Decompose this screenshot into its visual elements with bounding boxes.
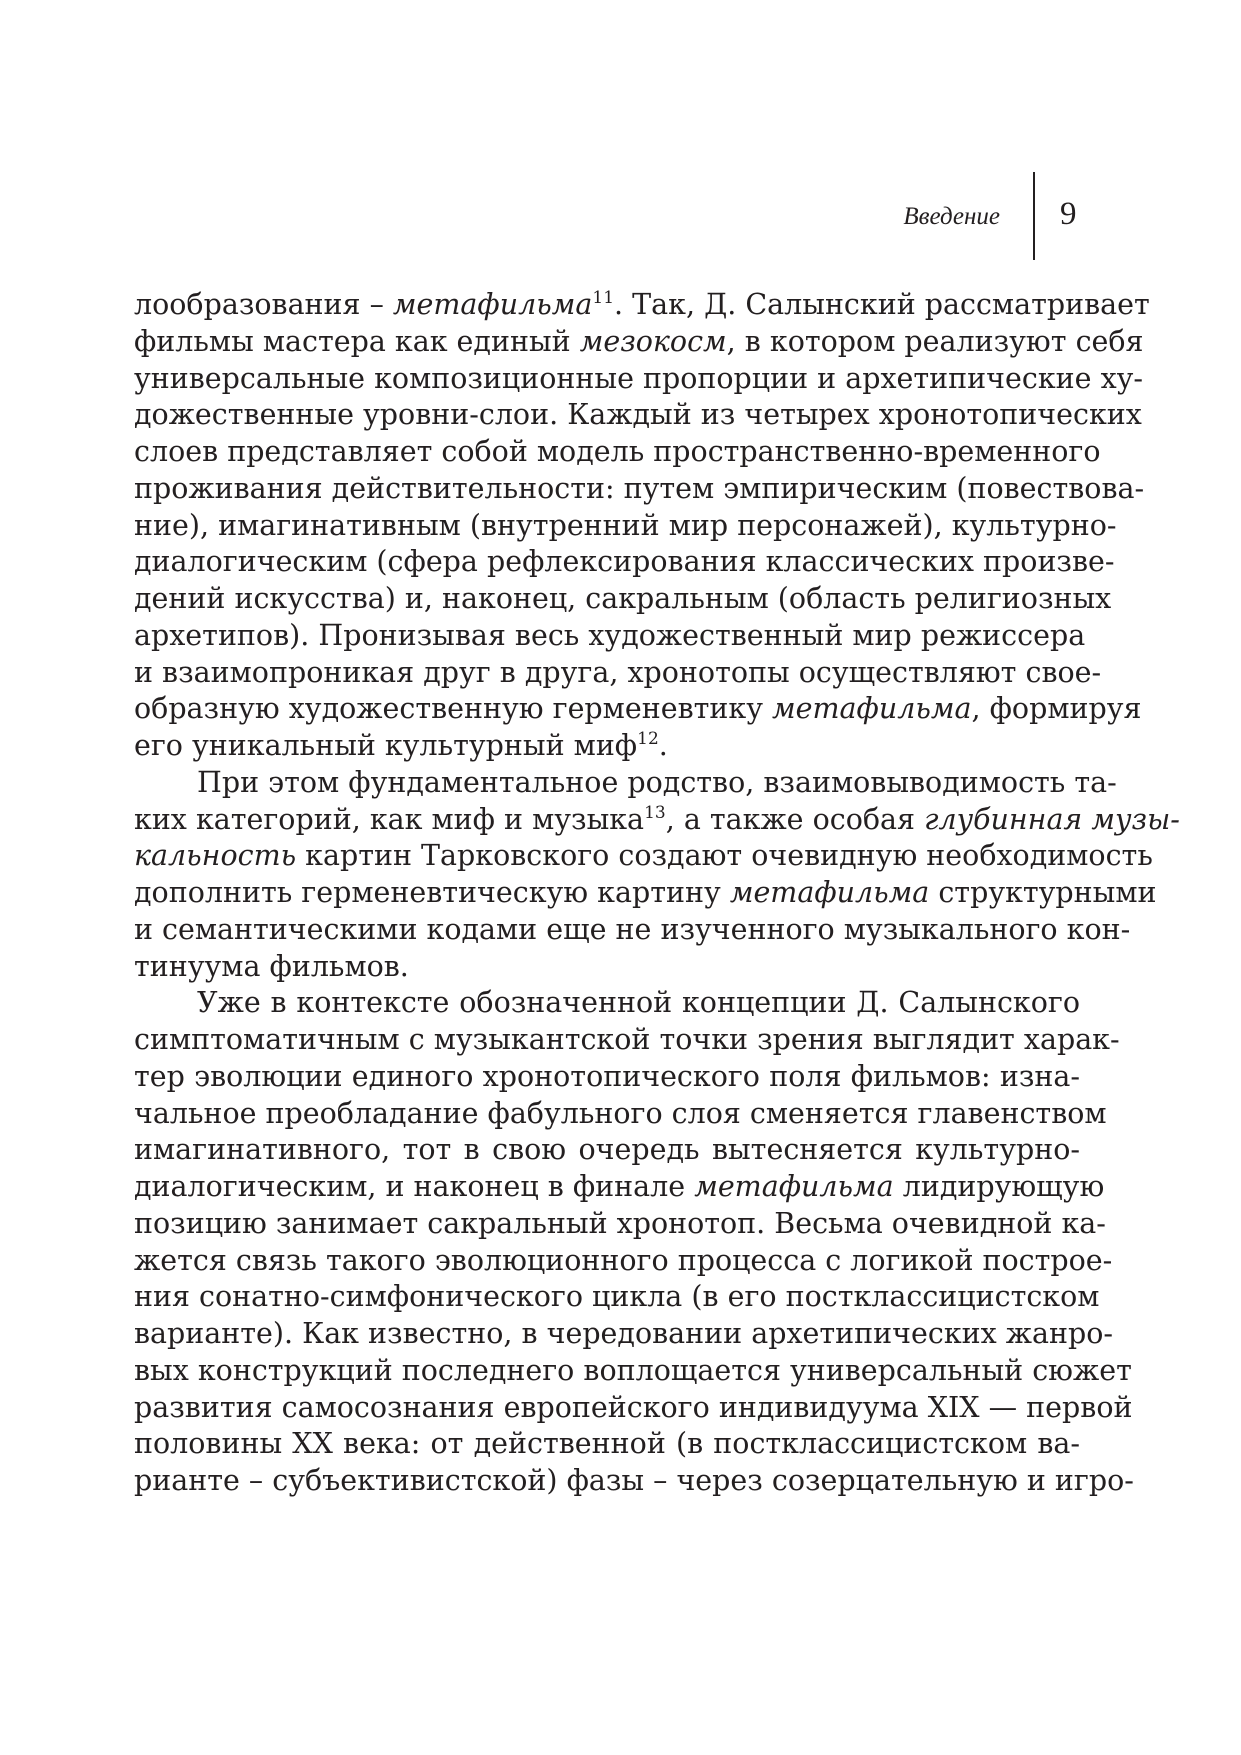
paragraph (134, 765, 1180, 986)
text-line: слоев представляет собой модель пространственно-временного (134, 435, 1101, 468)
text-line: варианте). Как известно, в чередовании архетипических жанро- (134, 1317, 1113, 1350)
text-line: имагинативного, тот в свою очередь вытесняется культурно- (134, 1133, 1080, 1167)
text-line: позицию занимает сакральный хронотоп. Весьма очевидной ка- (134, 1206, 1106, 1240)
section-title: Введение (903, 203, 1000, 230)
text-line: и семантическими кодами еще не изученного музыкального кон- (134, 912, 1131, 946)
text-line: лообразования – метафильма$^{11}$. Так, Д. Салынский рассматривает (134, 288, 1150, 321)
text-line: фильмы мастера как единый мезокосм, в котором реализуют себя (134, 324, 1144, 358)
paragraph (134, 985, 1134, 1500)
text-line: и взаимопроникая друг в друга, хронотопы осуществляют свое- (134, 655, 1102, 689)
text-line: диалогическим (сфера рефлексирования классических произве- (134, 545, 1115, 579)
text-line: дополнить герменевтическую картину метафильма структурными (134, 876, 1157, 909)
text-line: Уже в контексте обозначенной концепции Д. Салынского (197, 986, 1080, 1020)
text-line: ние), имагинативным (внутренний мир персонажей), культурно- (134, 508, 1117, 542)
header-divider (1033, 172, 1035, 260)
text-line: рианте – субъективистской) фазы – через созерцательную и игро- (134, 1464, 1134, 1497)
text-line: тинуума фильмов. (134, 949, 409, 983)
text-line: симптоматичным с музыкантской точки зрения выглядит харак- (134, 1023, 1120, 1056)
text-line: дожественные уровни-слои. Каждый из четырех хронотопических (134, 398, 1142, 432)
text-line: чальное преобладание фабульного слоя сменяется главенством (134, 1096, 1107, 1130)
text-line: универсальные композиционные пропорции и архетипические ху- (134, 361, 1144, 395)
text-line: архетипов). Пронизывая весь художественный мир режиссера (134, 618, 1086, 652)
text-line: развития самосознания европейского индивидуума XIX — первой (134, 1390, 1133, 1424)
text-line: образную художественную герменевтику метафильма, формируя (134, 692, 1142, 726)
text-line: половины XX века: от действенной (в постклассицистском ва- (134, 1427, 1080, 1461)
text-line: диалогическим, и наконец в финале метафильма лидирующую (134, 1170, 1105, 1203)
paragraph (134, 287, 1150, 765)
text-line: тер эволюции единого хронотопического поля фильмов: изна- (134, 1059, 1080, 1093)
text-line: вых конструкций последнего воплощается универсальный сюжет (134, 1353, 1132, 1387)
page-number: 9 (1060, 196, 1077, 232)
text-line: ния сонатно-симфонического цикла (в его постклассицистском (134, 1280, 1100, 1314)
text-line: При этом фундаментальное родство, взаимовыводимость та- (197, 765, 1117, 799)
text-line: дений искусства) и, наконец, сакральным (область религиозных (134, 582, 1112, 615)
text-body (134, 287, 1180, 1500)
text-line: ких категорий, как миф и музыка$^{13}$, а также особая глубинная музы- (134, 802, 1180, 836)
text-line: жется связь такого эволюционного процесса с логикой построе- (134, 1243, 1113, 1277)
text-line: проживания действительности: путем эмпирическим (повествова- (134, 471, 1145, 505)
text-line: кальность картин Тарковского создают очевидную необходимость (134, 839, 1153, 873)
text-line: его уникальный культурный миф$^{12}$. (134, 729, 668, 762)
running-head (0, 172, 1241, 262)
